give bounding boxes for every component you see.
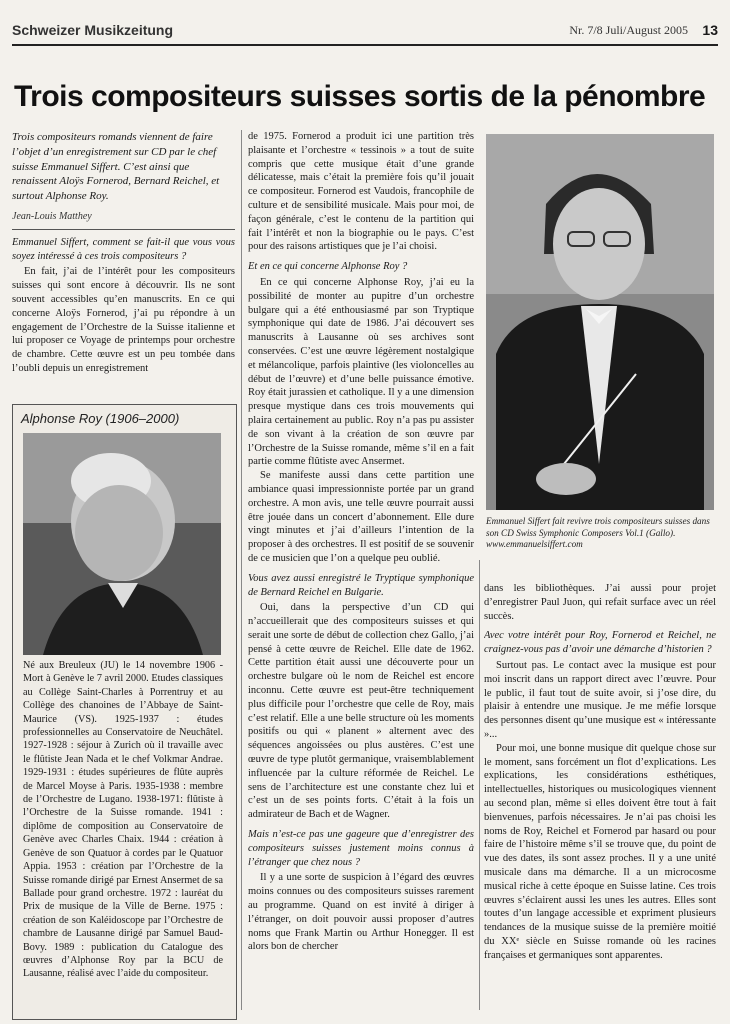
magazine-name: Schweizer Musikzeitung	[12, 22, 174, 38]
issue-info: Nr. 7/8 Juli/August 2005	[569, 23, 688, 37]
question: Vous avez aussi enregistré le Tryptique symphonique de Bernard Reichel en Bulgarie.	[248, 572, 474, 598]
column-divider	[479, 560, 480, 1010]
answer-paragraph: Pour moi, une bonne musique dit quelque chose sur le moment, sans forcément un flot d’explications. Les explications, les considérations esthétiques, intellectuelles, historiques ou musicologiques viennent au second plan, même si elles doivent être tout à fait bienvenues, parfois nécessaires. Je n’ai pas choisi les noms de Roy, Reichel et Fornerod par hasard ou pour faire de l’histoire même s’il se trouve que, du point de vue des dates, ils sont assez proches. Il y a une unité musicale dans ma démarche. Il a un microcosme musical riche à cette époque en Suisse latine. Ces trois œuvres s’éclairent aussi les unes les autres. Elles sont toutes d’un langage accessible et expriment plusieurs tendances de la musique suisse de la première moitié du XXᵉ siècle en Suisse romande où les racines françaises et germaniques sont apparentes.	[484, 742, 716, 961]
sidebar-bio-box	[12, 404, 237, 1020]
portrait-illustration	[23, 433, 221, 655]
answer-paragraph: Se manifeste aussi dans cette partition une ambiance quasi impressionniste portée par un grand orchestre. A mon avis, une telle œuvre pourrait aussi être jouée dans un concert d’abonnement. Elle dure vingt minutes et j’ai d’ailleurs l’intention de la proposer à des orchestres. Il est positif de se souvenir de ce musicien que l’on a quelque peu oublié.	[248, 470, 474, 564]
question: Avec votre intérêt pour Roy, Fornerod et Reichel, ne craignez-vous pas d’avoir une démarche d’historien ?	[484, 630, 716, 656]
question: Et en ce qui concerne Alphonse Roy ?	[248, 261, 408, 273]
answer-paragraph: En ce qui concerne Alphonse Roy, j’ai eu la possibilité de monter au pupitre d’un orchestre bulgare qui a été enthousiasmé par son Tryptique symphonique qui date de 1986. J’ai découvert ses manuscrits à Lausanne où ses archives sont conservées. C’est une œuvre légèrement nostalgique et mélancolique, parfois plaintive (les violoncelles au début de l’œuvre) et d’une belle puissance émotive. Roy était jurassien et catholique. Il y a une dimension presque mystique dans ces trois mouvements qui plaira certainement au public. Roy n’a pas pu assister de son vivant à la création de son œuvre par l’Orchestre de la Suisse romande, même s’il en a fait partie comme flûtiste avec Ansermet.	[248, 276, 474, 468]
photo-caption: Emmanuel Siffert fait revivre trois compositeurs suisses dans son CD Swiss Symphonic Composers Vol.1 (Gallo). www.emmanuelsiffert.com	[486, 516, 710, 549]
column-3	[484, 582, 716, 1018]
column-1	[12, 130, 235, 400]
page-header	[12, 22, 718, 46]
portrait-photo-emmanuel-siffert	[486, 134, 714, 510]
byline: Jean-Louis Matthey	[12, 210, 235, 230]
portrait-illustration	[486, 134, 714, 510]
article-title: Trois compositeurs suisses sortis de la pénombre	[14, 80, 706, 113]
column-2	[248, 130, 474, 1018]
answer-paragraph: de 1975. Fornerod a produit ici une partition très plaisante et l’orchestre « tessinois » a tout de suite compris que cette musique était d’une grande délicatesse, mais c’était la première fois qu’il jouait ce compositeur. Fornerod est Vaudois, francophile de culture et de sensibilité musicale. Mais pour moi, de façon générale, c’est le contenu de la partition qui fait l’intérêt et non la biographie ou le pays. C’est pour des raisons artistiques que je l’ai choisi.	[248, 131, 474, 253]
lead-paragraph: Trois compositeurs romands viennent de faire l’objet d’un enregistrement sur CD par le chef suisse Emmanuel Siffert. C’est ainsi que renaissent Aloÿs Fornerod, Bernard Reichel, et surtout Alphonse Roy.	[12, 131, 220, 203]
answer-paragraph: En fait, j’ai de l’intérêt pour les compositeurs suisses qui sont encore à découvrir. Ils ne sont souvent accessibles qu’en manuscrits. En ce qui concerne Aloÿs Fornerod, j’ai pu répondre à un engagement de l’Orchestre de la Suisse italienne et lui proposer ce Voyage de printemps pour orchestre de chambre. Cette œuvre est un peu tombée dans l’oubli depuis un enregistrement	[12, 266, 235, 374]
page-number: 13	[702, 22, 718, 38]
answer-paragraph: Il y a une sorte de suspicion à l’égard des œuvres moins connues ou des compositeurs suisses rarement au programme. Quand on est invité à diriger à l’étranger, on doit pouvoir aussi proposer d’autres noms que Frank Martin ou Arthur Honegger. Il est alors bon de chercher	[248, 872, 474, 953]
bio-text: Né aux Breuleux (JU) le 14 novembre 1906 - Mort à Genève le 7 avril 2000. Etudes classiques au Collège Saint-Charles à Porrentruy et au Collège des chanoines de l’Abbaye de Saint-Maurice (VS). 1925-1937 : études professionnelles au Conservatoire de Neuchâtel. 1927-1928 : séjour à Zurich où il travaille avec le flûtiste Jean Nada et le chef Volkmar Andrae. 1929-1931 : études supérieures de flûte auprès de Marcel Moyse à Paris. 1935-1938 : membre de l’Orchestre de Lugano. 1938-1971: flûtiste à l’Orchestre de la Suisse romande. 1941 : diplôme de composition au Conservatoire de Genève avec Charles Chaix. 1944 : création à Genève de son Quatuor à cordes par le Quatuor Appia. 1953 : création par l’Orchestre de la Suisse romande dirigé par Ernest Ansermet de sa Ballade pour grand orchestre. 1972 : lauréat du Prix de musique de la Ville de Berne. 1975 : création de son Kaléidoscope par l’Orchestre de chambre de Lausanne dirigé par Samuel Baud-Bovy. 1989 : publication du Catalogue des œuvres d’Alphonse Roy par la BCU de Lausanne, réalisé avec l’aide du compositeur.	[23, 660, 223, 980]
portrait-photo-alphonse-roy	[23, 433, 221, 655]
answer-paragraph: Surtout pas. Le contact avec la musique est pour moi inscrit dans un rapport direct avec l’œuvre. Pour le public, il faut tout de suite avoir, si j’ose dire, du plaisir à entendre une musique. Je me méfie lorsque des personnes disent qu’une musique est « intéressante »...	[484, 659, 716, 740]
answer-paragraph: Oui, dans la perspective d’un CD qui n’accueillerait que des compositeurs suisses et qui serait une sorte de début de collection chez Gallo, j’ai pensé à cette œuvre de Reichel. Elle date de 1962. Cette partition était aussi une découverte pour un orchestre bulgare où le nom de Reichel est encore inconnu. Cette œuvre est peut-être techniquement plus difficile pour l’orchestre que celle de Roy, mais c’est relatif. Elle a une belle structure où les moments positifs ou qui « planent » alternent avec des séquences angoissées ou plus austères. C’est une œuvre de type plutôt germanique, vraisemblablement influencée par la culture réformée de Reichel. Le sens de l’architecture est une constante chez lui et c’est un de ses points forts. C’était à la fois un admirateur de Bach et de Wagner.	[248, 602, 474, 821]
question: Mais n’est-ce pas une gageure que d’enregistrer des compositeurs suisses justement moins connus à l’étranger que chez nous ?	[248, 829, 474, 868]
question: Emmanuel Siffert, comment se fait-il que vous vous soyez intéressé à ces trois compositeurs ?	[12, 236, 235, 262]
column-divider	[241, 130, 242, 1010]
answer-paragraph: dans les bibliothèques. J’ai aussi pour projet d’enregistrer Paul Juon, qui refait surface avec un réel succès.	[484, 583, 716, 622]
bio-box-title: Alphonse Roy (1906–2000)	[21, 411, 180, 426]
